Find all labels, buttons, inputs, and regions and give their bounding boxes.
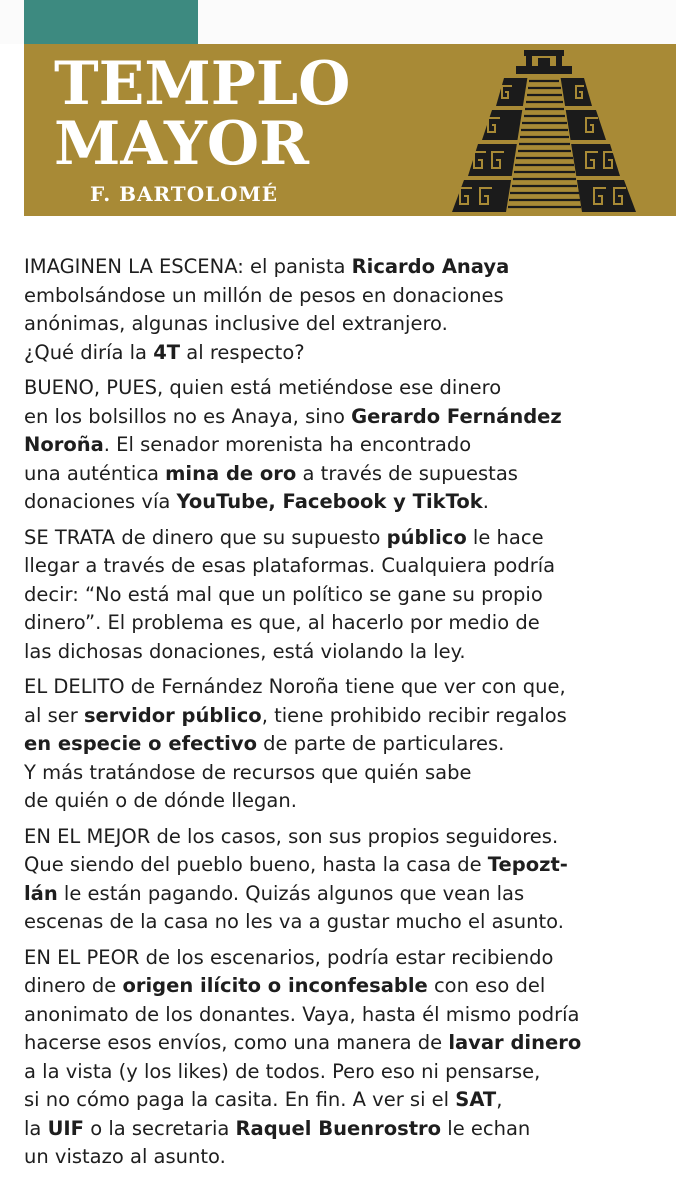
column-author: F. BARTOLOMÉ [90,182,278,206]
column-title [54,49,351,179]
text-run: , tiene prohibido recibir regalos [261,703,567,727]
paragraph-line [24,1001,666,1030]
text-run: donaciones vía [24,490,177,513]
bold-text: YouTube, Facebook y TikTok [176,490,483,513]
paragraph-line [24,823,666,852]
bold-text: 4T [153,340,181,364]
text-run: , [496,1088,503,1111]
paragraph-line [24,253,666,282]
article-paragraph [24,253,666,367]
text-run: o la secretaria [84,1116,236,1140]
paragraph-line [24,1115,666,1144]
text-run: hacerse esos envíos, como una manera de [24,1031,449,1054]
article-paragraph [24,944,666,1172]
text-run: escenas de la casa no les va a gustar mucho el asunto. [24,910,564,933]
text-run: anónimas, algunas inclusive del extranjero. [24,312,448,335]
text-run: EN EL PEOR de los escenarios, podría estar recibiendo [24,945,554,969]
paragraph-line [24,944,666,973]
text-run: ¿Qué diría la [24,340,154,364]
text-run: BUENO, PUES, quien está metiéndose ese dinero [24,376,502,399]
text-run: con eso del [427,974,546,997]
paragraph-line [24,431,666,460]
text-run: EL DELITO de Fernández Noroña tiene que ver con que, [24,675,566,698]
text-run: a la vista (y los likes) de todos. Pero eso ni pensarse, [24,1059,541,1083]
bold-text: Tepozt- [487,853,568,876]
column-title-line2: MAYOR [54,109,309,179]
text-run: en los bolsillos no es Anaya, sino [24,404,352,428]
paragraph-line [24,787,666,816]
section-tab [24,0,198,44]
paragraph-line [24,972,666,1001]
text-run: de parte de particulares. [256,732,505,755]
bold-text: en especie o efectivo [24,732,257,755]
article-paragraph [24,374,666,517]
bold-text: lán [24,881,58,905]
bold-text: servidor público [83,703,262,727]
text-run: SE TRATA de dinero que su supuesto [24,525,387,549]
text-run: dinero de [24,974,123,997]
paragraph-line [24,339,666,368]
bold-text: Noroña [24,433,104,456]
bold-text: UIF [47,1116,84,1140]
paragraph-line [24,1058,666,1087]
paragraph-line [24,488,666,517]
paragraph-line [24,851,666,880]
text-run: le están pagando. Quizás algunos que vean las [57,881,525,905]
text-run: una auténtica [24,461,166,485]
text-run: Y más tratándose de recursos que quién sabe [24,760,472,784]
bold-text: público [386,525,467,549]
text-run: embolsándose un millón de pesos en donaciones [24,283,504,307]
paragraph-line [24,730,666,759]
paragraph-line [24,673,666,702]
bold-text: Raquel Buenrostro [235,1116,442,1140]
text-run: la [24,1116,48,1140]
paragraph-line [24,1086,666,1115]
paragraph-line [24,609,666,638]
article-paragraph [24,823,666,937]
text-run: si no cómo paga la casita. En fin. A ver si el [24,1088,456,1111]
text-run: le echan [441,1116,531,1140]
paragraph-line [24,374,666,403]
text-run: IMAGINEN LA ESCENA: el panista [24,255,352,278]
text-run: Que siendo del pueblo bueno, hasta la casa de [24,853,488,876]
pyramid-icon [412,48,674,214]
text-run: decir: “No está mal que un político se gane su propio [24,582,543,606]
text-run: . El senador morenista ha encontrado [103,433,472,456]
text-run: le hace [466,525,544,549]
text-run: anonimato de los donantes. Vaya, hasta él mismo podría [24,1002,580,1026]
paragraph-line [24,1029,666,1058]
text-run: al ser [24,703,84,727]
article-body [24,253,666,1179]
paragraph-line [24,702,666,731]
paragraph-line [24,1143,666,1172]
paragraph-line [24,908,666,937]
text-run: dinero”. El problema es que, al hacerlo por medio de [24,611,540,634]
paragraph-line [24,638,666,667]
paragraph-line [24,552,666,581]
bold-text: origen ilícito o inconfesable [122,974,428,997]
column-title-line1: TEMPLO [54,49,351,119]
text-run: llegar a través de esas plataformas. Cualquiera podría [24,554,556,577]
article-paragraph [24,673,666,816]
paragraph-line [24,880,666,909]
text-run: al respecto? [180,340,305,364]
text-run: de quién o de dónde llegan. [24,789,297,812]
article-paragraph [24,524,666,667]
column-banner [24,44,676,216]
bold-text: SAT [455,1088,497,1111]
paragraph-line [24,460,666,489]
bold-text: mina de oro [165,461,297,485]
paragraph-line [24,310,666,339]
bold-text: Ricardo Anaya [351,255,510,278]
paragraph-line [24,524,666,553]
paragraph-line [24,403,666,432]
paragraph-line [24,759,666,788]
text-run: las dichosas donaciones, está violando la ley. [24,639,466,663]
text-run: un vistazo al asunto. [24,1145,226,1168]
text-run: . [482,490,489,513]
text-run: a través de supuestas [296,461,518,485]
paragraph-line [24,581,666,610]
text-run: EN EL MEJOR de los casos, son sus propios seguidores. [24,824,559,848]
bold-text: Gerardo Fernández [351,404,562,428]
paragraph-line [24,282,666,311]
bold-text: lavar dinero [448,1031,582,1054]
